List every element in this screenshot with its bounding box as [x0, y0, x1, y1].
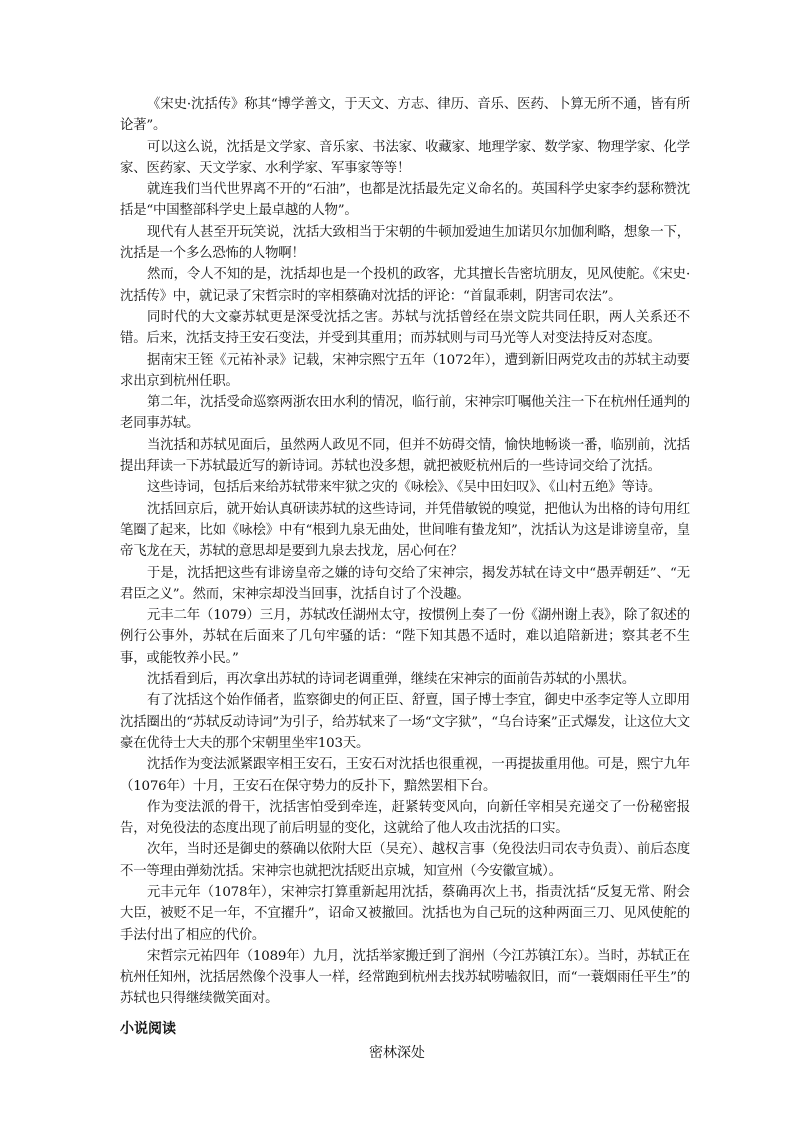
paragraph-8: 第二年，沈括受命巡察两浙农田水利的情况，临行前，宋神宗叮嘱他关注一下在杭州任通判的老同事苏轼。 [120, 395, 690, 432]
paragraph-5: 然而，令人不知的是，沈括却也是一个投机的政客，尤其擅长告密坑朋友，见风使舵。《宋史·沈括传》中，就记录了宋哲宗时的宰相蔡确对沈括的评论：“首鼠乖刺，阴害司农法”。 [120, 267, 690, 304]
paragraph-2: 可以这么说，沈括是文学家、音乐家、书法家、收藏家、地理学家、数学家、物理学家、化学家、医药家、天文学家、水利学家、军事家等等！ [120, 139, 690, 176]
article-body [120, 94, 690, 1010]
paragraph-18: 次年，当时还是御史的蔡确以依附大臣（吴充）、越权言事（免役法归司农寺负责）、前后态度不一等理由弹劾沈括。宋神宗也就把沈括贬出京城，知宣州（今安徽宣城）。 [120, 842, 690, 879]
paragraph-6: 同时代的大文豪苏轼更是深受沈括之害。苏轼与沈括曾经在崇文院共同任职，两人关系还不错。后来，沈括支持王安石变法，并受到其重用；而苏轼则与司马光等人对变法持反对态度。 [120, 309, 690, 347]
paragraph-11: 沈括回京后，就开始认真研读苏轼的这些诗词，并凭借敏锐的嗅觉，把他认为出格的诗句用红笔圈了起来，比如《咏桧》中有“根到九泉无曲处，世间唯有蛰龙知”，沈括认为这是诽谤皇帝，皇帝飞龙在天，苏轼的意思却是要到九泉去找龙，居心何在？ [120, 501, 690, 560]
paragraph-20: 宋哲宗元祐四年（1089年）九月，沈括举家搬迁到了润州（今江苏镇江东）。当时，苏轼正在杭州任知州，沈括居然像个没事人一样，经常跑到杭州去找苏轼唠嗑叙旧，而“一蓑烟雨任平生”的苏轼也只得继续微笑面对。 [120, 948, 690, 1007]
paragraph-13: 元丰二年（1079）三月，苏轼改任湖州太守，按惯例上奏了一份《湖州谢上表》，除了叙述的例行公事外，苏轼在后面来了几句牢骚的话：“陛下知其愚不适时，难以追陪新进；察其老不生事，或能牧养小民。” [120, 608, 690, 666]
paragraph-1: 《宋史·沈括传》称其“博学善文，于天文、方志、律历、音乐、医药、卜算无所不通，皆有所论著”。 [120, 97, 690, 134]
paragraph-4: 现代有人甚至开玩笑说，沈括大致相当于宋朝的牛顿加爱迪生加诺贝尔加伽利略，想象一下，沈括是一个多么恐怖的人物啊！ [120, 224, 690, 262]
paragraph-17: 作为变法派的骨干，沈括害怕受到牵连，赶紧转变风向，向新任宰相吴充递交了一份秘密报告，对免役法的态度出现了前后明显的变化，这就给了他人攻击沈括的口实。 [120, 799, 690, 837]
paragraph-15: 有了沈括这个始作俑者，监察御史的何正臣、舒亶，国子博士李宜，御史中丞李定等人立即用沈括圈出的“苏轼反动诗词”为引子，给苏轼来了一场“文字狱”，“乌台诗案”正式爆发，让这位大文豪在优待士大夫的那个宋朝里坐牢103天。 [120, 693, 690, 751]
paragraph-10: 这些诗词，包括后来给苏轼带来牢狱之灾的《咏桧》、《吴中田妇叹》、《山村五绝》等诗。 [147, 480, 662, 496]
paragraph-14: 沈括看到后，再次拿出苏轼的诗词老调重弹，继续在宋神宗的面前告苏轼的小黑状。 [147, 672, 636, 688]
paragraph-16: 沈括作为变法派紧跟宰相王安石，王安石对沈括也很重视，一再提拔重用他。可是，熙宁九年（1076年）十月，王安石在保守势力的反扑下，黯然罢相下台。 [120, 757, 690, 794]
paragraph-7: 据南宋王铚《元祐补录》记载，宋神宗熙宁五年（1072年），遭到新旧两党攻击的苏轼主动要求出京到杭州任职。 [120, 352, 690, 389]
section-heading: 小说阅读 [120, 1021, 176, 1037]
paragraph-3: 就连我们当代世界离不开的“石油”，也都是沈括最先定义命名的。英国科学史家李约瑟称赞沈括是“中国整部科学史上最卓越的人物”。 [120, 182, 690, 219]
paragraph-12: 于是，沈括把这些有诽谤皇帝之嫌的诗句交给了宋神宗，揭发苏轼在诗文中“愚弄朝廷”、“无君臣之义”。然而，宋神宗却没当回事，沈括自讨了个没趣。 [120, 565, 690, 602]
paragraph-9: 当沈括和苏轼见面后，虽然两人政见不同，但并不妨碍交情，愉快地畅谈一番，临别前，沈括提出拜读一下苏轼最近写的新诗词。苏轼也没多想，就把被贬杭州后的一些诗词交给了沈括。 [120, 437, 690, 475]
paragraph-19: 元丰元年（1078年），宋神宗打算重新起用沈括，蔡确再次上书，指责沈括“反复无常、附会大臣，被贬不足一年，不宜擢升”，诏命又被撤回。沈括也为自己玩的这种两面三刀、见风使舵的手法付出了相应的代价。 [120, 884, 690, 943]
story-title: 密林深处 [369, 1045, 425, 1061]
